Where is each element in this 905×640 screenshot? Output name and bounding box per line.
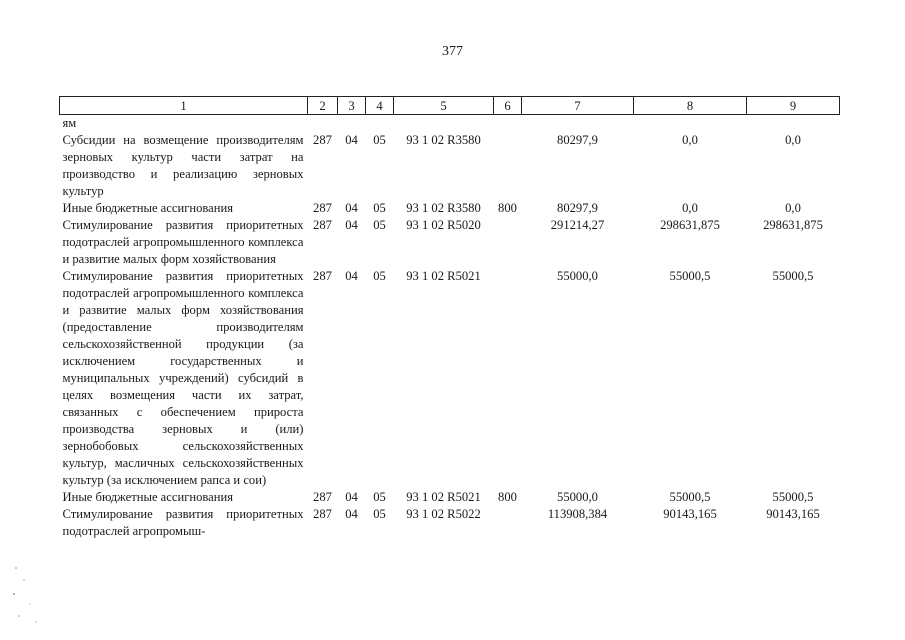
amount-cell: 90143,165 [766,507,820,521]
amount-cell: 298631,875 [660,218,720,232]
code-cell: 05 [373,218,386,232]
code-cell: 800 [498,201,517,215]
code-cell: 93 1 02 R5021 [406,490,481,504]
code-cell [338,115,366,133]
code-cell: 05 [373,201,386,215]
item-name: ям [62,116,77,130]
table-row [60,489,840,506]
amount-cell: 55000,5 [772,269,814,283]
amount-cell: 80297,9 [557,133,598,147]
header-cell: 7 [522,97,634,115]
code-cell: 04 [345,133,358,147]
amount-cell: 291214,27 [550,218,605,232]
amount-cell: 113908,384 [547,507,608,521]
code-cell: 04 [345,218,358,232]
amount-cell: 80297,9 [557,201,598,215]
table-row [60,217,840,268]
amount-cell [747,115,840,133]
header-row [60,97,840,115]
code-cell: 800 [498,490,517,504]
code-cell [494,506,522,540]
budget-table [59,96,840,540]
table-row [60,268,840,489]
item-name: Стимулирование развития приоритетных подотраслей агропромышленного комплекса и развитие малых форм хозяйствования (предоставление производителям сельскохозяйственной продукции (за исключением государственных и муниципальных учреждений) субсидий в целях возмещения части их затрат, связанных с обеспечением прироста производства зерновых и (или) зернобобовых сельскохозяйственных культур, масличных сельскохозяйственных культур (за исключением рапса и сои) [62,269,304,487]
amount-cell: 0,0 [785,201,801,215]
table-row [60,200,840,217]
code-cell: 93 1 02 R5021 [406,269,481,283]
amount-cell: 55000,5 [669,490,711,504]
amount-cell: 55000,5 [669,269,711,283]
table-row [60,506,840,540]
amount-cell: 0,0 [682,201,698,215]
header-cell: 2 [308,97,338,115]
table-row [60,115,840,133]
code-cell: 287 [313,507,332,521]
header-cell: 5 [394,97,494,115]
header-cell: 8 [634,97,747,115]
code-cell [494,132,522,200]
item-name: Стимулирование развития приоритетных подотраслей агропромышленного комплекса и развитие малых форм хозяйствования [62,218,304,266]
scan-margin-specks [10,560,50,630]
header-cell: 9 [747,97,840,115]
page-number: 377 [442,44,463,59]
item-name: Иные бюджетные ассигнования [62,490,234,504]
code-cell: 05 [373,490,386,504]
code-cell: 287 [313,201,332,215]
code-cell: 04 [345,490,358,504]
header-cell: 1 [60,97,308,115]
code-cell: 04 [345,201,358,215]
item-name: Стимулирование развития приоритетных подотраслей агропромыш- [62,507,304,538]
item-name: Субсидии на возмещение производителям зерновых культур части затрат на производство и реализацию зерновых культур [62,133,304,198]
amount-cell: 0,0 [682,133,698,147]
code-cell: 93 1 02 R5020 [406,218,481,232]
amount-cell: 55000,5 [772,490,814,504]
header-cell: 4 [366,97,394,115]
code-cell: 93 1 02 R3580 [406,133,481,147]
code-cell: 93 1 02 R3580 [406,201,481,215]
header-cell: 6 [494,97,522,115]
code-cell: 04 [345,507,358,521]
amount-cell [634,115,747,133]
amount-cell: 0,0 [785,133,801,147]
code-cell [494,115,522,133]
code-cell [394,115,494,133]
code-cell [366,115,394,133]
code-cell: 287 [313,490,332,504]
code-cell: 05 [373,507,386,521]
item-name: Иные бюджетные ассигнования [62,201,234,215]
amount-cell: 90143,165 [663,507,717,521]
amount-cell: 55000,0 [557,490,598,504]
amount-cell: 298631,875 [763,218,823,232]
code-cell: 287 [313,269,332,283]
code-cell: 05 [373,133,386,147]
code-cell: 05 [373,269,386,283]
code-cell: 287 [313,218,332,232]
table-row [60,132,840,200]
amount-cell: 55000,0 [557,269,598,283]
code-cell: 287 [313,133,332,147]
code-cell: 04 [345,269,358,283]
code-cell [494,268,522,489]
header-cell: 3 [338,97,366,115]
code-cell: 93 1 02 R5022 [406,507,481,521]
code-cell [308,115,338,133]
amount-cell [522,115,634,133]
code-cell [494,217,522,268]
